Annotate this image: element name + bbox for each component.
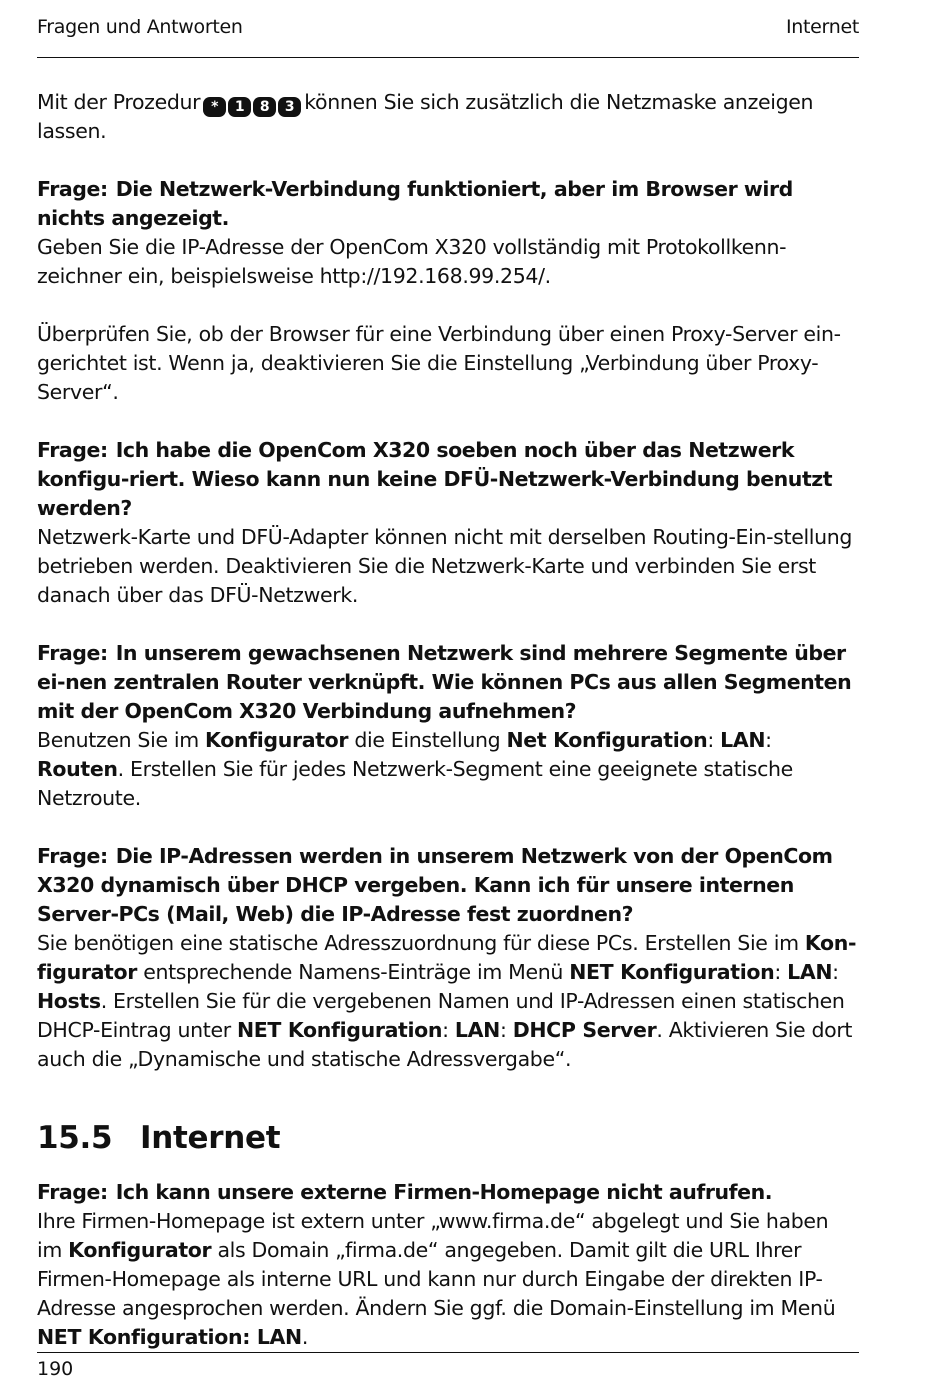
answer-text: Sie benötigen eine statische Adresszuordnung für diese PCs. Erstellen Sie im (37, 931, 799, 955)
key-8-icon: 8 (253, 97, 276, 117)
answer-text: als Domain „firma.de“ angegeben. Damit gilt die URL Ihrer Firmen-Homepage als interne URL und kann nur durch Eingabe der direkten IP-Adresse angesprochen werden. Ändern Sie ggf. die Domain-Einstellung im Menü (37, 1238, 836, 1320)
answer-4: Sie benötigen eine statische Adresszuordnung für diese PCs. Erstellen Sie im Kon-figurator entsprechende Namens-Einträge im Menü NET Konfiguration: LAN: Hosts. Erstellen Sie für die vergebenen Namen und IP-Adressen einen statischen DHCP-Eintrag unter NET Konfiguration: LAN: DHCP Server. Aktivieren Sie dort auch die „Dynamische und statische Adressvergabe“. (37, 931, 857, 1071)
menu-term: NET Konfiguration (569, 960, 775, 984)
menu-term: Net Konfiguration (506, 728, 708, 752)
question-label: Frage: (37, 438, 108, 462)
question-text: Ich kann unsere externe Firmen-Homepage nicht aufrufen. (115, 1180, 773, 1204)
header-chapter: Fragen und Antworten (37, 16, 243, 38)
answer-2: Netzwerk-Karte und DFÜ-Adapter können nicht mit derselben Routing-Ein-stellung betrieben werden. Deaktivieren Sie die Netzwerk-Karte und verbinden Sie erst danach über das DFÜ-Netzwerk. (37, 525, 853, 607)
menu-term: Routen (37, 757, 118, 781)
answer-1b: Überprüfen Sie, ob der Browser für eine Verbindung über einen Proxy-Server ein-gerichtet ist. Wenn ja, deaktivieren Sie die Einstellung „Verbindung über Proxy-Server“. (37, 322, 841, 404)
star-key-icon: * (203, 97, 226, 117)
answer-text: Erstellen Sie für die vergebenen Namen und IP-Adressen einen statischen DHCP-Eintrag unter (37, 989, 845, 1042)
question-text: Die IP-Adressen werden in unserem Netzwerk von der OpenCom X320 dynamisch über DHCP vergeben. Kann ich für unsere internen Server-PCs (Mail, Web) die IP-Adresse fest zuordnen? (37, 844, 833, 926)
question-text: In unserem gewachsenen Netzwerk sind mehrere Segmente über ei-nen zentralen Router verknüpft. Wie können PCs aus allen Segmenten mit der OpenCom X320 Verbindung aufnehmen? (37, 641, 852, 723)
question-5 (37, 1178, 859, 1207)
section-number: 15.5 (37, 1120, 113, 1156)
question-text: Ich habe die OpenCom X320 soeben noch über das Netzwerk konfigu-riert. Wieso kann nun keine DFÜ-Netzwerk-Verbindung benutzt werden? (37, 438, 833, 520)
intro-paragraph (37, 88, 859, 146)
question-label: Frage: (37, 641, 108, 665)
answer-text: Ihre Firmen-Homepage ist extern unter „www.firma.de“ abgelegt und Sie haben im (37, 1209, 829, 1262)
page-footer (37, 1352, 859, 1380)
menu-term: LAN (787, 960, 833, 984)
menu-term: Konfigurator (68, 1238, 212, 1262)
answer-1a: Geben Sie die IP-Adresse der OpenCom X320 vollständig mit Protokollkenn-zeichner ein, beispielsweise http://192.168.99.254/. (37, 235, 787, 288)
question-label: Frage: (37, 1180, 108, 1204)
question-4 (37, 842, 859, 929)
answer-5: Ihre Firmen-Homepage ist extern unter „www.firma.de“ abgelegt und Sie haben im Konfigurator als Domain „firma.de“ angegeben. Damit gilt die URL Ihrer Firmen-Homepage als interne URL und kann nur durch Eingabe der direkten IP-Adresse angesprochen werden. Ändern Sie ggf. die Domain-Einstellung im Menü NET Konfiguration: LAN. (37, 1209, 836, 1349)
answer-text: Erstellen Sie für jedes Netzwerk-Segment eine geeignete statische Netzroute. (37, 757, 793, 810)
question-2 (37, 436, 859, 523)
answer-text: entsprechende Namens-Einträge im Menü (143, 960, 564, 984)
key-1-icon: 1 (228, 97, 251, 117)
key-sequence (203, 97, 301, 117)
answer-text: Benutzen Sie im (37, 728, 199, 752)
section-heading (37, 1118, 859, 1158)
question-label: Frage: (37, 177, 108, 201)
key-3-icon: 3 (278, 97, 301, 117)
menu-term: NET Konfiguration: LAN (37, 1325, 302, 1349)
page-header (37, 0, 859, 58)
menu-term: Konfigurator (205, 728, 349, 752)
answer-3: Benutzen Sie im Konfigurator die Einstellung Net Konfiguration: LAN: Routen. Erstellen Sie für jedes Netzwerk-Segment eine geeignete statische Netzroute. (37, 728, 793, 810)
answer-text: Aktivieren Sie dort auch die „Dynamische und statische Adressvergabe“. (37, 1018, 853, 1071)
question-label: Frage: (37, 844, 108, 868)
question-3 (37, 639, 859, 726)
menu-term: NET Konfiguration (236, 1018, 443, 1042)
answer-text: die Einstellung (354, 728, 501, 752)
menu-term: Hosts (37, 989, 101, 1013)
menu-term: LAN (454, 1018, 500, 1042)
menu-term: Kon-figurator (37, 931, 857, 984)
menu-term: LAN (720, 728, 766, 752)
question-1 (37, 175, 859, 233)
page-number: 190 (37, 1358, 74, 1380)
intro-text-after: können Sie sich zusätzlich die Netzmaske anzeigen lassen. (37, 90, 814, 143)
intro-text-before: Mit der Prozedur (37, 90, 201, 114)
section-title: Internet (140, 1120, 281, 1156)
menu-term: DHCP Server (512, 1018, 657, 1042)
header-section: Internet (785, 16, 859, 38)
question-text: Die Netzwerk-Verbindung funktioniert, aber im Browser wird nichts angezeigt. (37, 177, 793, 230)
page-content (37, 88, 859, 1352)
